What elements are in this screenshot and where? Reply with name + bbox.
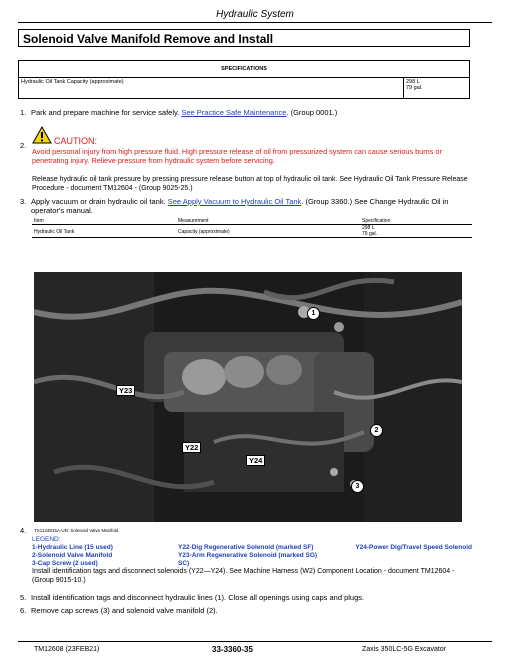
section-header: Hydraulic System [216,9,294,20]
spec-value-gallons: 79 gal. [406,85,423,91]
step-text: Apply vacuum or drain hydraulic oil tank. [31,197,166,206]
header-rule [18,22,492,23]
step-text: Park and prepare machine for service safely. [31,108,180,117]
footer-manual-id: TM12608 (23FEB21) [34,646,100,653]
legend-item-sc: SC) [178,560,190,567]
page-title: Solenoid Valve Manifold Remove and Install [18,29,470,47]
callout-2: 2 [370,424,383,437]
step-5 [20,593,472,602]
col-item: Item [34,218,44,224]
callout-1: 1 [307,307,320,320]
step-4-text: Install identification tags and disconnect solenoids (Y22—Y24). See Machine Harness (W2) Component Location - document TM12604 - (Group 9015-10.) [32,568,455,584]
footer-machine-model: Zaxis 350LC-5G Excavator [362,646,447,653]
caution-label: CAUTION: [54,136,98,146]
step-3 [20,197,472,215]
apply-vacuum-link[interactable]: See Apply Vacuum to Hydraulic Oil Tank [167,197,302,206]
spec-value-liters: 298 L [406,79,420,85]
step-number: 6. [20,606,27,615]
specifications-table [18,60,470,99]
spec-heading: SPECIFICATIONS [19,61,470,78]
spec-item: Hydraulic Oil Tank Capacity (approximate) [19,78,404,99]
legend-item-y22: Y22-Dig Regenerative Solenoid (marked SF) [178,544,314,551]
step-tail: . (Group 0001.) [286,108,338,117]
cell-spec [360,225,472,238]
cell-spec-gallons: 79 gal. [362,231,378,237]
legend-item-2: 2-Solenoid Valve Manifold [32,552,113,559]
legend-title: LEGEND: [32,536,61,543]
step-2-text: Release hydraulic oil tank pressure by pressing pressure release button at top of hydraulic oil tank. See Hydraulic Oil Tank Pressure Release Procedure - document TM12604 - (Group 9025-25.) [32,176,468,192]
figure-caption-id: TX1134815A-UN: Solenoid Valve Manifold [34,528,119,533]
cell-measurement: Capacity (approximate) [178,229,230,235]
warning-icon [32,126,52,144]
step-1 [20,108,480,117]
legend-item-1: 1-Hydraulic Line (15 used) [32,544,113,551]
practice-safe-maintenance-link[interactable]: See Practice Safe Maintenance [181,108,287,117]
solenoid-valve-manifold-photo [34,272,462,522]
legend-item-y23: Y23-Arm Regenerative Solenoid (marked SG) [178,552,318,559]
legend-item-3: 3-Cap Screw (2 used) [32,560,98,567]
legend [32,536,472,567]
step-number: 4. [20,526,27,535]
col-specification: Specification [362,218,391,224]
callout-y22: Y22 [182,442,201,453]
cell-item: Hydraulic Oil Tank [34,229,75,235]
col-measurement: Measurement [178,218,209,224]
callout-3: 3 [351,480,364,493]
step-6 [20,606,472,615]
step-number: 1. [20,108,27,117]
step-text: Remove cap screws (3) and solenoid valve manifold (2). [31,606,218,615]
footer-rule [18,641,492,642]
step-number: 5. [20,593,27,602]
step-text: Install identification tags and disconnect hydraulic lines (1). Close all openings using caps and plugs. [31,593,365,602]
legend-item-y24: Y24-Power Dig/Travel Speed Solenoid [355,544,472,551]
table-rule [32,237,472,238]
footer-page-number: 33-3360-35 [212,645,253,654]
callout-y23: Y23 [116,385,135,396]
step-number: 3. [20,197,27,206]
callout-y24: Y24 [246,455,265,466]
caution-text: Avoid personal injury from high pressure fluid. High pressure release of oil from pressurized system can cause serious burns or penetrating injury. Relieve pressure from hydraulic system before servicing. [32,147,442,165]
step-tail: . (Group 3360.) See Change Hydraulic Oil in operator's manual. [31,197,449,215]
spec-value [404,78,470,99]
cell-spec-liters: 298 L [362,225,375,231]
capacity-table [32,218,472,237]
step-number: 2. [20,141,27,150]
